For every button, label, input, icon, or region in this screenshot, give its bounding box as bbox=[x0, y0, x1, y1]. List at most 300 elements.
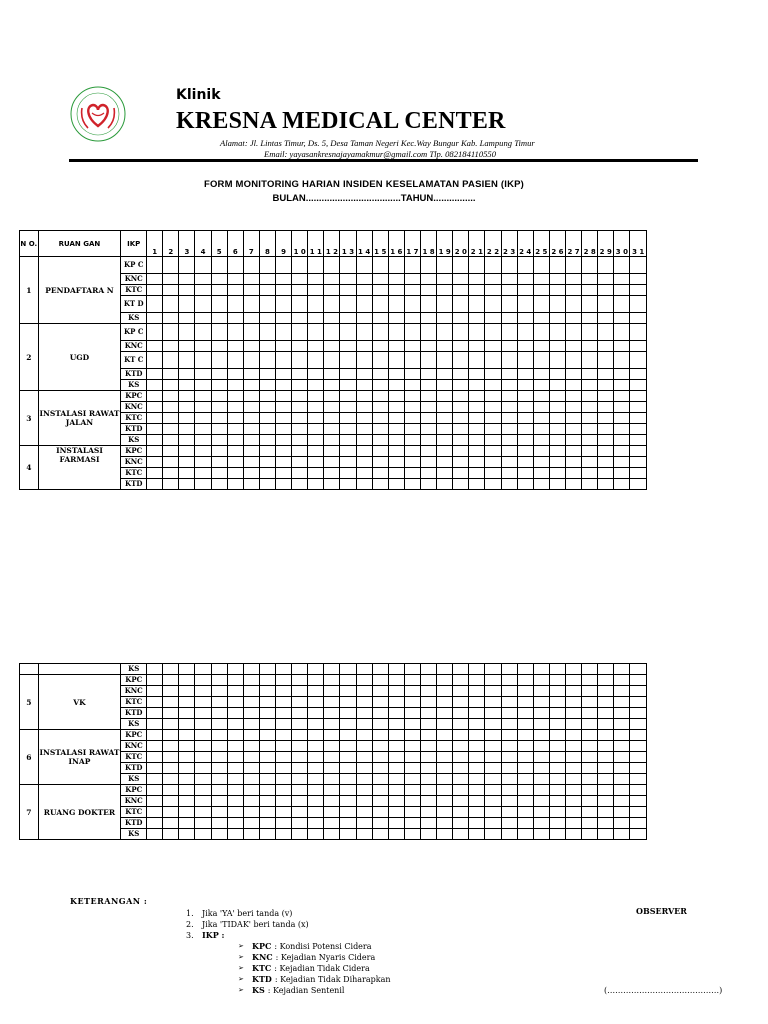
daily-check-cell[interactable] bbox=[582, 708, 598, 719]
daily-check-cell[interactable] bbox=[372, 664, 388, 675]
daily-check-cell[interactable] bbox=[566, 752, 582, 763]
daily-check-cell[interactable] bbox=[356, 785, 372, 796]
daily-check-cell[interactable] bbox=[533, 285, 549, 296]
daily-check-cell[interactable] bbox=[276, 763, 292, 774]
daily-check-cell[interactable] bbox=[582, 664, 598, 675]
daily-check-cell[interactable] bbox=[549, 446, 565, 457]
daily-check-cell[interactable] bbox=[404, 829, 420, 840]
daily-check-cell[interactable] bbox=[356, 313, 372, 324]
daily-check-cell[interactable] bbox=[388, 796, 404, 807]
daily-check-cell[interactable] bbox=[324, 285, 340, 296]
daily-check-cell[interactable] bbox=[308, 763, 324, 774]
daily-check-cell[interactable] bbox=[517, 435, 533, 446]
daily-check-cell[interactable] bbox=[485, 435, 501, 446]
daily-check-cell[interactable] bbox=[517, 697, 533, 708]
daily-check-cell[interactable] bbox=[211, 468, 227, 479]
daily-check-cell[interactable] bbox=[566, 391, 582, 402]
daily-check-cell[interactable] bbox=[437, 664, 453, 675]
daily-check-cell[interactable] bbox=[598, 424, 614, 435]
daily-check-cell[interactable] bbox=[421, 686, 437, 697]
daily-check-cell[interactable] bbox=[340, 424, 356, 435]
daily-check-cell[interactable] bbox=[179, 829, 195, 840]
daily-check-cell[interactable] bbox=[614, 285, 630, 296]
daily-check-cell[interactable] bbox=[533, 369, 549, 380]
daily-check-cell[interactable] bbox=[211, 730, 227, 741]
daily-check-cell[interactable] bbox=[437, 818, 453, 829]
daily-check-cell[interactable] bbox=[598, 446, 614, 457]
daily-check-cell[interactable] bbox=[179, 818, 195, 829]
daily-check-cell[interactable] bbox=[598, 274, 614, 285]
daily-check-cell[interactable] bbox=[614, 774, 630, 785]
daily-check-cell[interactable] bbox=[308, 807, 324, 818]
daily-check-cell[interactable] bbox=[421, 413, 437, 424]
daily-check-cell[interactable] bbox=[549, 785, 565, 796]
daily-check-cell[interactable] bbox=[614, 719, 630, 730]
daily-check-cell[interactable] bbox=[598, 818, 614, 829]
daily-check-cell[interactable] bbox=[276, 752, 292, 763]
daily-check-cell[interactable] bbox=[276, 697, 292, 708]
daily-check-cell[interactable] bbox=[179, 257, 195, 274]
daily-check-cell[interactable] bbox=[598, 296, 614, 313]
daily-check-cell[interactable] bbox=[630, 741, 647, 752]
daily-check-cell[interactable] bbox=[566, 730, 582, 741]
daily-check-cell[interactable] bbox=[308, 479, 324, 490]
daily-check-cell[interactable] bbox=[195, 763, 211, 774]
daily-check-cell[interactable] bbox=[259, 785, 275, 796]
daily-check-cell[interactable] bbox=[372, 785, 388, 796]
daily-check-cell[interactable] bbox=[227, 369, 243, 380]
daily-check-cell[interactable] bbox=[211, 796, 227, 807]
daily-check-cell[interactable] bbox=[485, 391, 501, 402]
daily-check-cell[interactable] bbox=[147, 796, 163, 807]
daily-check-cell[interactable] bbox=[163, 313, 179, 324]
daily-check-cell[interactable] bbox=[501, 730, 517, 741]
daily-check-cell[interactable] bbox=[614, 352, 630, 369]
daily-check-cell[interactable] bbox=[356, 697, 372, 708]
daily-check-cell[interactable] bbox=[308, 752, 324, 763]
daily-check-cell[interactable] bbox=[614, 741, 630, 752]
daily-check-cell[interactable] bbox=[356, 818, 372, 829]
daily-check-cell[interactable] bbox=[147, 686, 163, 697]
daily-check-cell[interactable] bbox=[243, 446, 259, 457]
daily-check-cell[interactable] bbox=[630, 274, 647, 285]
daily-check-cell[interactable] bbox=[211, 257, 227, 274]
daily-check-cell[interactable] bbox=[276, 296, 292, 313]
daily-check-cell[interactable] bbox=[630, 352, 647, 369]
daily-check-cell[interactable] bbox=[388, 446, 404, 457]
daily-check-cell[interactable] bbox=[211, 435, 227, 446]
daily-check-cell[interactable] bbox=[404, 774, 420, 785]
daily-check-cell[interactable] bbox=[372, 708, 388, 719]
daily-check-cell[interactable] bbox=[195, 457, 211, 468]
daily-check-cell[interactable] bbox=[485, 708, 501, 719]
daily-check-cell[interactable] bbox=[195, 479, 211, 490]
daily-check-cell[interactable] bbox=[211, 274, 227, 285]
daily-check-cell[interactable] bbox=[147, 380, 163, 391]
daily-check-cell[interactable] bbox=[453, 807, 469, 818]
daily-check-cell[interactable] bbox=[614, 468, 630, 479]
daily-check-cell[interactable] bbox=[582, 402, 598, 413]
daily-check-cell[interactable] bbox=[163, 752, 179, 763]
daily-check-cell[interactable] bbox=[292, 285, 308, 296]
daily-check-cell[interactable] bbox=[292, 296, 308, 313]
daily-check-cell[interactable] bbox=[517, 741, 533, 752]
daily-check-cell[interactable] bbox=[453, 352, 469, 369]
daily-check-cell[interactable] bbox=[549, 435, 565, 446]
daily-check-cell[interactable] bbox=[437, 257, 453, 274]
daily-check-cell[interactable] bbox=[533, 741, 549, 752]
daily-check-cell[interactable] bbox=[517, 352, 533, 369]
daily-check-cell[interactable] bbox=[598, 785, 614, 796]
daily-check-cell[interactable] bbox=[501, 352, 517, 369]
daily-check-cell[interactable] bbox=[598, 741, 614, 752]
daily-check-cell[interactable] bbox=[211, 457, 227, 468]
daily-check-cell[interactable] bbox=[308, 402, 324, 413]
daily-check-cell[interactable] bbox=[469, 380, 485, 391]
daily-check-cell[interactable] bbox=[388, 380, 404, 391]
daily-check-cell[interactable] bbox=[630, 675, 647, 686]
daily-check-cell[interactable] bbox=[195, 796, 211, 807]
daily-check-cell[interactable] bbox=[179, 313, 195, 324]
daily-check-cell[interactable] bbox=[582, 424, 598, 435]
daily-check-cell[interactable] bbox=[598, 341, 614, 352]
daily-check-cell[interactable] bbox=[259, 352, 275, 369]
daily-check-cell[interactable] bbox=[227, 730, 243, 741]
daily-check-cell[interactable] bbox=[227, 391, 243, 402]
daily-check-cell[interactable] bbox=[404, 763, 420, 774]
daily-check-cell[interactable] bbox=[566, 402, 582, 413]
daily-check-cell[interactable] bbox=[292, 402, 308, 413]
daily-check-cell[interactable] bbox=[437, 675, 453, 686]
daily-check-cell[interactable] bbox=[259, 313, 275, 324]
daily-check-cell[interactable] bbox=[549, 424, 565, 435]
daily-check-cell[interactable] bbox=[372, 818, 388, 829]
daily-check-cell[interactable] bbox=[614, 675, 630, 686]
daily-check-cell[interactable] bbox=[582, 341, 598, 352]
daily-check-cell[interactable] bbox=[163, 664, 179, 675]
daily-check-cell[interactable] bbox=[324, 796, 340, 807]
daily-check-cell[interactable] bbox=[388, 352, 404, 369]
daily-check-cell[interactable] bbox=[404, 341, 420, 352]
daily-check-cell[interactable] bbox=[227, 785, 243, 796]
daily-check-cell[interactable] bbox=[163, 446, 179, 457]
daily-check-cell[interactable] bbox=[501, 807, 517, 818]
daily-check-cell[interactable] bbox=[308, 719, 324, 730]
daily-check-cell[interactable] bbox=[614, 313, 630, 324]
daily-check-cell[interactable] bbox=[614, 369, 630, 380]
daily-check-cell[interactable] bbox=[421, 257, 437, 274]
daily-check-cell[interactable] bbox=[388, 664, 404, 675]
daily-check-cell[interactable] bbox=[469, 424, 485, 435]
daily-check-cell[interactable] bbox=[517, 829, 533, 840]
daily-check-cell[interactable] bbox=[453, 324, 469, 341]
daily-check-cell[interactable] bbox=[598, 313, 614, 324]
daily-check-cell[interactable] bbox=[179, 664, 195, 675]
daily-check-cell[interactable] bbox=[292, 785, 308, 796]
daily-check-cell[interactable] bbox=[388, 285, 404, 296]
daily-check-cell[interactable] bbox=[324, 369, 340, 380]
daily-check-cell[interactable] bbox=[614, 457, 630, 468]
daily-check-cell[interactable] bbox=[211, 763, 227, 774]
daily-check-cell[interactable] bbox=[292, 829, 308, 840]
daily-check-cell[interactable] bbox=[469, 686, 485, 697]
daily-check-cell[interactable] bbox=[453, 285, 469, 296]
daily-check-cell[interactable] bbox=[404, 324, 420, 341]
daily-check-cell[interactable] bbox=[292, 741, 308, 752]
daily-check-cell[interactable] bbox=[179, 435, 195, 446]
daily-check-cell[interactable] bbox=[147, 774, 163, 785]
daily-check-cell[interactable] bbox=[598, 697, 614, 708]
daily-check-cell[interactable] bbox=[614, 730, 630, 741]
daily-check-cell[interactable] bbox=[517, 424, 533, 435]
daily-check-cell[interactable] bbox=[421, 446, 437, 457]
daily-check-cell[interactable] bbox=[324, 257, 340, 274]
daily-check-cell[interactable] bbox=[227, 818, 243, 829]
daily-check-cell[interactable] bbox=[630, 313, 647, 324]
daily-check-cell[interactable] bbox=[243, 741, 259, 752]
daily-check-cell[interactable] bbox=[227, 829, 243, 840]
daily-check-cell[interactable] bbox=[179, 719, 195, 730]
daily-check-cell[interactable] bbox=[372, 324, 388, 341]
daily-check-cell[interactable] bbox=[276, 313, 292, 324]
daily-check-cell[interactable] bbox=[227, 752, 243, 763]
daily-check-cell[interactable] bbox=[372, 697, 388, 708]
daily-check-cell[interactable] bbox=[485, 257, 501, 274]
daily-check-cell[interactable] bbox=[421, 675, 437, 686]
daily-check-cell[interactable] bbox=[276, 402, 292, 413]
daily-check-cell[interactable] bbox=[372, 313, 388, 324]
daily-check-cell[interactable] bbox=[195, 697, 211, 708]
daily-check-cell[interactable] bbox=[549, 730, 565, 741]
daily-check-cell[interactable] bbox=[243, 807, 259, 818]
daily-check-cell[interactable] bbox=[195, 774, 211, 785]
daily-check-cell[interactable] bbox=[259, 807, 275, 818]
daily-check-cell[interactable] bbox=[308, 324, 324, 341]
daily-check-cell[interactable] bbox=[372, 446, 388, 457]
daily-check-cell[interactable] bbox=[614, 479, 630, 490]
daily-check-cell[interactable] bbox=[211, 829, 227, 840]
daily-check-cell[interactable] bbox=[388, 369, 404, 380]
daily-check-cell[interactable] bbox=[437, 807, 453, 818]
daily-check-cell[interactable] bbox=[598, 664, 614, 675]
daily-check-cell[interactable] bbox=[243, 818, 259, 829]
daily-check-cell[interactable] bbox=[437, 763, 453, 774]
daily-check-cell[interactable] bbox=[421, 763, 437, 774]
daily-check-cell[interactable] bbox=[437, 424, 453, 435]
daily-check-cell[interactable] bbox=[404, 296, 420, 313]
daily-check-cell[interactable] bbox=[404, 686, 420, 697]
daily-check-cell[interactable] bbox=[501, 468, 517, 479]
daily-check-cell[interactable] bbox=[259, 380, 275, 391]
daily-check-cell[interactable] bbox=[308, 818, 324, 829]
daily-check-cell[interactable] bbox=[614, 324, 630, 341]
daily-check-cell[interactable] bbox=[163, 380, 179, 391]
daily-check-cell[interactable] bbox=[501, 829, 517, 840]
daily-check-cell[interactable] bbox=[566, 796, 582, 807]
daily-check-cell[interactable] bbox=[469, 457, 485, 468]
daily-check-cell[interactable] bbox=[485, 402, 501, 413]
daily-check-cell[interactable] bbox=[276, 369, 292, 380]
daily-check-cell[interactable] bbox=[276, 708, 292, 719]
daily-check-cell[interactable] bbox=[356, 352, 372, 369]
daily-check-cell[interactable] bbox=[485, 352, 501, 369]
daily-check-cell[interactable] bbox=[582, 796, 598, 807]
daily-check-cell[interactable] bbox=[324, 675, 340, 686]
daily-check-cell[interactable] bbox=[582, 352, 598, 369]
daily-check-cell[interactable] bbox=[549, 818, 565, 829]
daily-check-cell[interactable] bbox=[388, 719, 404, 730]
daily-check-cell[interactable] bbox=[308, 435, 324, 446]
daily-check-cell[interactable] bbox=[195, 446, 211, 457]
daily-check-cell[interactable] bbox=[292, 391, 308, 402]
daily-check-cell[interactable] bbox=[614, 257, 630, 274]
daily-check-cell[interactable] bbox=[276, 285, 292, 296]
daily-check-cell[interactable] bbox=[517, 752, 533, 763]
daily-check-cell[interactable] bbox=[469, 435, 485, 446]
daily-check-cell[interactable] bbox=[549, 457, 565, 468]
daily-check-cell[interactable] bbox=[356, 285, 372, 296]
daily-check-cell[interactable] bbox=[630, 479, 647, 490]
daily-check-cell[interactable] bbox=[533, 730, 549, 741]
daily-check-cell[interactable] bbox=[195, 468, 211, 479]
daily-check-cell[interactable] bbox=[598, 324, 614, 341]
daily-check-cell[interactable] bbox=[533, 708, 549, 719]
daily-check-cell[interactable] bbox=[404, 818, 420, 829]
daily-check-cell[interactable] bbox=[566, 446, 582, 457]
daily-check-cell[interactable] bbox=[227, 774, 243, 785]
daily-check-cell[interactable] bbox=[147, 829, 163, 840]
daily-check-cell[interactable] bbox=[340, 446, 356, 457]
daily-check-cell[interactable] bbox=[453, 457, 469, 468]
daily-check-cell[interactable] bbox=[614, 341, 630, 352]
daily-check-cell[interactable] bbox=[259, 763, 275, 774]
daily-check-cell[interactable] bbox=[598, 807, 614, 818]
daily-check-cell[interactable] bbox=[211, 675, 227, 686]
daily-check-cell[interactable] bbox=[179, 785, 195, 796]
daily-check-cell[interactable] bbox=[404, 697, 420, 708]
daily-check-cell[interactable] bbox=[276, 774, 292, 785]
daily-check-cell[interactable] bbox=[469, 664, 485, 675]
daily-check-cell[interactable] bbox=[211, 352, 227, 369]
daily-check-cell[interactable] bbox=[147, 446, 163, 457]
daily-check-cell[interactable] bbox=[292, 274, 308, 285]
daily-check-cell[interactable] bbox=[517, 796, 533, 807]
daily-check-cell[interactable] bbox=[259, 697, 275, 708]
daily-check-cell[interactable] bbox=[437, 313, 453, 324]
daily-check-cell[interactable] bbox=[598, 369, 614, 380]
daily-check-cell[interactable] bbox=[598, 686, 614, 697]
daily-check-cell[interactable] bbox=[533, 774, 549, 785]
daily-check-cell[interactable] bbox=[630, 285, 647, 296]
daily-check-cell[interactable] bbox=[566, 675, 582, 686]
daily-check-cell[interactable] bbox=[372, 391, 388, 402]
daily-check-cell[interactable] bbox=[179, 274, 195, 285]
daily-check-cell[interactable] bbox=[211, 380, 227, 391]
daily-check-cell[interactable] bbox=[533, 435, 549, 446]
daily-check-cell[interactable] bbox=[179, 352, 195, 369]
daily-check-cell[interactable] bbox=[340, 708, 356, 719]
daily-check-cell[interactable] bbox=[630, 435, 647, 446]
daily-check-cell[interactable] bbox=[227, 719, 243, 730]
daily-check-cell[interactable] bbox=[340, 313, 356, 324]
daily-check-cell[interactable] bbox=[437, 730, 453, 741]
daily-check-cell[interactable] bbox=[324, 324, 340, 341]
daily-check-cell[interactable] bbox=[453, 741, 469, 752]
daily-check-cell[interactable] bbox=[533, 324, 549, 341]
daily-check-cell[interactable] bbox=[598, 730, 614, 741]
daily-check-cell[interactable] bbox=[259, 741, 275, 752]
daily-check-cell[interactable] bbox=[276, 352, 292, 369]
daily-check-cell[interactable] bbox=[292, 479, 308, 490]
daily-check-cell[interactable] bbox=[566, 413, 582, 424]
daily-check-cell[interactable] bbox=[372, 686, 388, 697]
daily-check-cell[interactable] bbox=[324, 686, 340, 697]
daily-check-cell[interactable] bbox=[356, 763, 372, 774]
daily-check-cell[interactable] bbox=[469, 413, 485, 424]
daily-check-cell[interactable] bbox=[276, 675, 292, 686]
daily-check-cell[interactable] bbox=[308, 675, 324, 686]
daily-check-cell[interactable] bbox=[388, 257, 404, 274]
daily-check-cell[interactable] bbox=[292, 818, 308, 829]
daily-check-cell[interactable] bbox=[421, 818, 437, 829]
daily-check-cell[interactable] bbox=[324, 274, 340, 285]
daily-check-cell[interactable] bbox=[453, 468, 469, 479]
daily-check-cell[interactable] bbox=[421, 424, 437, 435]
daily-check-cell[interactable] bbox=[582, 274, 598, 285]
daily-check-cell[interactable] bbox=[276, 741, 292, 752]
daily-check-cell[interactable] bbox=[549, 708, 565, 719]
daily-check-cell[interactable] bbox=[324, 424, 340, 435]
daily-check-cell[interactable] bbox=[614, 664, 630, 675]
daily-check-cell[interactable] bbox=[147, 719, 163, 730]
daily-check-cell[interactable] bbox=[340, 763, 356, 774]
daily-check-cell[interactable] bbox=[356, 774, 372, 785]
daily-check-cell[interactable] bbox=[453, 435, 469, 446]
daily-check-cell[interactable] bbox=[324, 296, 340, 313]
daily-check-cell[interactable] bbox=[630, 763, 647, 774]
daily-check-cell[interactable] bbox=[324, 807, 340, 818]
daily-check-cell[interactable] bbox=[179, 752, 195, 763]
daily-check-cell[interactable] bbox=[340, 413, 356, 424]
daily-check-cell[interactable] bbox=[630, 380, 647, 391]
daily-check-cell[interactable] bbox=[356, 369, 372, 380]
daily-check-cell[interactable] bbox=[533, 479, 549, 490]
daily-check-cell[interactable] bbox=[582, 369, 598, 380]
daily-check-cell[interactable] bbox=[340, 730, 356, 741]
daily-check-cell[interactable] bbox=[276, 446, 292, 457]
daily-check-cell[interactable] bbox=[195, 785, 211, 796]
daily-check-cell[interactable] bbox=[147, 274, 163, 285]
daily-check-cell[interactable] bbox=[533, 664, 549, 675]
daily-check-cell[interactable] bbox=[501, 763, 517, 774]
daily-check-cell[interactable] bbox=[549, 274, 565, 285]
daily-check-cell[interactable] bbox=[404, 369, 420, 380]
daily-check-cell[interactable] bbox=[421, 285, 437, 296]
daily-check-cell[interactable] bbox=[211, 741, 227, 752]
daily-check-cell[interactable] bbox=[308, 296, 324, 313]
daily-check-cell[interactable] bbox=[437, 774, 453, 785]
daily-check-cell[interactable] bbox=[566, 708, 582, 719]
daily-check-cell[interactable] bbox=[421, 664, 437, 675]
daily-check-cell[interactable] bbox=[421, 380, 437, 391]
daily-check-cell[interactable] bbox=[549, 380, 565, 391]
daily-check-cell[interactable] bbox=[469, 719, 485, 730]
daily-check-cell[interactable] bbox=[549, 774, 565, 785]
daily-check-cell[interactable] bbox=[179, 296, 195, 313]
daily-check-cell[interactable] bbox=[195, 664, 211, 675]
daily-check-cell[interactable] bbox=[163, 352, 179, 369]
daily-check-cell[interactable] bbox=[566, 468, 582, 479]
